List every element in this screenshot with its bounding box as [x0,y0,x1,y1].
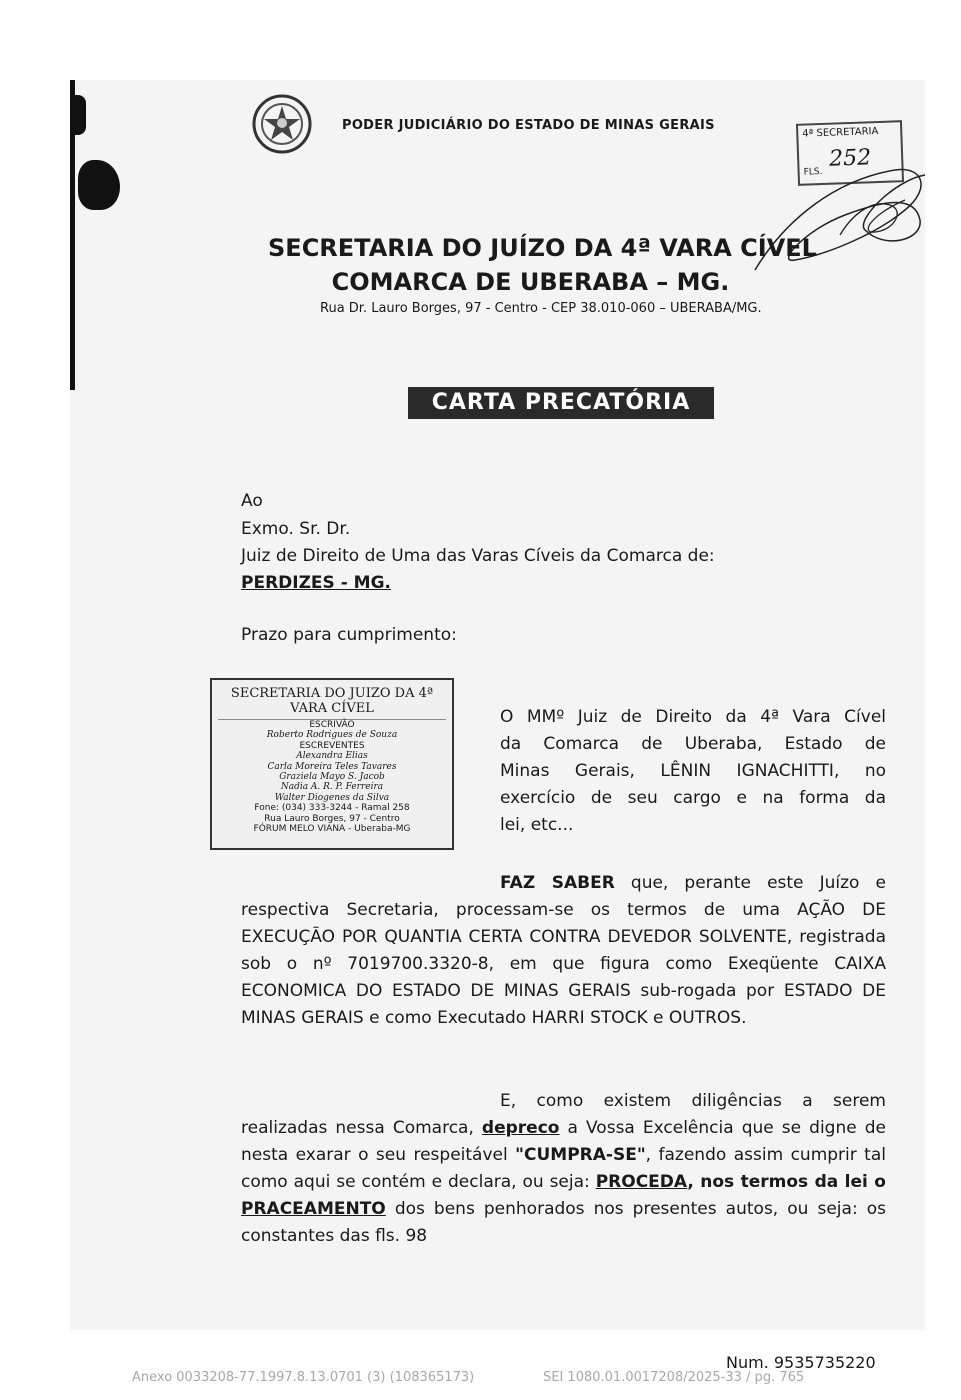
comarca-title: COMARCA DE UBERABA – MG. [331,268,730,296]
faz-saber-lead: FAZ SABER [500,873,615,893]
deprecata-text: a Vossa Excelência que se digne de nesta exarar o seu respeitável [241,1118,887,1165]
office-stamp-escrevente: Carla Moreira Teles Tavares [267,761,397,772]
office-stamp-fone: Fone: (034) 333-3244 - Ramal 258 [254,803,410,814]
sei-reference: SEI 1080.01.0017208/2025-33 / pg. 765 [543,1370,805,1385]
office-stamp-forum: FÓRUM MELO VIANA - Uberaba-MG [253,824,411,835]
office-stamp-rua: Rua Lauro Borges, 97 - Centro [264,813,400,824]
office-stamp-escrivao: Roberto Rodrigues de Souza [266,730,398,741]
office-stamp [210,678,454,850]
intro-line: exercício de seu cargo e na forma da [500,788,886,808]
praceamento-word: PRACEAMENTO [241,1199,386,1219]
addressee-ao: Ao [241,491,263,511]
document-title: CARTA PRECATÓRIA [408,387,714,419]
deprecata-text: E, como existem diligências a serem realizadas nessa Comarca, [241,1091,886,1138]
deprecata-paragraph [241,1088,886,1250]
cumpra-se-word: "CUMPRA-SE" [515,1145,646,1165]
scan-blot [70,95,86,135]
office-stamp-escrevente: Walter Diogenes da Silva [274,792,390,803]
office-stamp-escreventes-label: ESCREVENTES [299,740,365,751]
stamp-fls-number: 252 [828,145,872,172]
office-stamp-escrevente: Graziela Mayo S. Jacob [279,772,385,783]
deprecata-text: , fazendo assim cumprir tal como aqui se contém e declara, ou seja: [241,1145,886,1192]
intro-line: O MMº Juiz de Direito da 4ª Vara Cível [500,707,886,727]
stamp-fls-label: FLS. [803,166,823,178]
court-address: Rua Dr. Lauro Borges, 97 - Centro - CEP 38.010-060 – UBERABA/MG. [320,301,762,316]
faz-saber-paragraph [241,870,886,1032]
proceda-word: PROCEDA [595,1172,688,1192]
addressee-comarca: PERDIZES - MG. [241,573,392,593]
annex-reference: Anexo 0033208-77.1997.8.13.0701 (3) (108365173) [132,1370,475,1385]
faz-saber-text: que, perante este Juízo e respectiva Secretaria, processam-se os termos de uma AÇÃO DE EXECUÇÃO POR QUANTIA CERTA CONTRA DEVEDOR SOLVENTE, registrada sob o nº 7019700.3320-8, em que figura como Exeqüente CAIXA ECONOMICA DO ESTADO DE MINAS GERAIS sub-rogada por ESTADO DE MINAS GERAIS e como Executado HARRI STOCK e OUTROS. [241,873,886,1028]
addressee-juiz: Juiz de Direito de Uma das Varas Cíveis da Comarca de: [241,546,715,566]
court-title: SECRETARIA DO JUÍZO DA 4ª VARA CÍVEL [268,234,817,262]
deprecata-text: , nos termos da lei o [687,1172,886,1192]
intro-line: Minas Gerais, LÊNIN IGNACHITTI, no [500,761,886,781]
depreco-word: depreco [481,1118,560,1138]
office-stamp-escrevente: Alexandra Elias [296,751,368,762]
signature-scribble [745,160,935,280]
stamp-secretaria: 4ª SECRETARIA [802,126,879,140]
intro-paragraph [500,704,886,839]
intro-line: da Comarca de Uberaba, Estado de [500,734,886,754]
scan-blot [78,160,120,210]
deprecata-text: dos bens penhorados nos presentes autos, ou seja: os constantes das fls. 98 [241,1199,886,1246]
document-number: Num. 9535735220 [726,1353,876,1372]
coat-of-arms-icon [250,92,314,156]
deadline-label: Prazo para cumprimento: [241,625,457,645]
office-stamp-title: SECRETARIA DO JUIZO DA 4ª VARA CÍVEL [218,686,446,720]
office-stamp-escrevente: Nadia A. R. P. Ferreira [280,782,384,793]
addressee-exmo: Exmo. Sr. Dr. [241,519,351,539]
office-stamp-escrivao-label: ESCRIVÃO [309,720,355,730]
intro-line: lei, etc... [500,815,574,835]
judiciary-heading: PODER JUDICIÁRIO DO ESTADO DE MINAS GERAIS [342,118,715,133]
